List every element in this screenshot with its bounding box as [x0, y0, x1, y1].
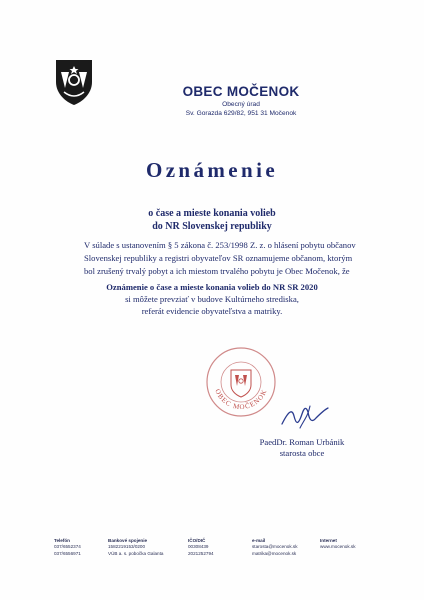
office-name: Obecný úrad [222, 101, 260, 108]
signature [278, 402, 332, 432]
footer-value: 2021252794 [188, 550, 214, 556]
footer-label: IČO/DIČ [188, 538, 206, 543]
footer-label: Bankové spojenie [108, 538, 148, 543]
notice-heading: Oznámenie o čase a mieste konania volieb do NR SR 2020 [106, 282, 318, 292]
office-address: Sv. Gorazda 629/82, 951 31 Močenok [185, 110, 297, 117]
footer-value: starosta@mocenok.sk [252, 544, 298, 550]
footer-email [252, 538, 298, 557]
footer-ico-dic [188, 538, 214, 557]
official-stamp [204, 345, 278, 419]
coat-of-arms-icon [54, 58, 94, 106]
footer-value: 037/6556971 [54, 550, 81, 556]
subtitle-line: o čase a mieste konania volieb [148, 208, 276, 219]
footer-label: Telefón [54, 538, 70, 543]
footer-value: 037/6552374 [54, 544, 81, 550]
footer-phone [54, 538, 81, 557]
letterhead [136, 84, 346, 117]
footer-internet [320, 538, 356, 551]
signer-name: PaedDr. Roman Urbánik [259, 437, 345, 447]
subtitle-line: do NR Slovenskej republiky [152, 221, 272, 232]
notice-line: referát evidencie obyvateľstva a matriky. [141, 306, 283, 316]
footer-value: 00308439 [188, 544, 209, 550]
svg-text:OBEC MOČENOK [213, 388, 268, 411]
footer-value: 1582219153/0200 [108, 544, 146, 550]
document-title: Oznámenie [145, 158, 279, 182]
footer-bank [108, 538, 163, 557]
footer-label: e-mail [252, 538, 266, 543]
notice-line: si môžete prevziať v budove Kultúrneho strediska, [125, 294, 299, 304]
footer-value: matrika@mocenok.sk [252, 550, 297, 556]
municipality-name: OBEC MOČENOK [182, 84, 300, 99]
footer-value: www.mocenok.sk [320, 544, 356, 550]
signer-block [240, 437, 364, 459]
document-subtitle [0, 207, 424, 233]
stamp-text: OBEC MOČENOK [213, 387, 269, 412]
body-paragraph [84, 239, 370, 278]
body-line: V súlade s ustanovením § 5 zákona č. 253/1998 Z. z. o hlásení pobytu občanov [84, 240, 356, 250]
notice-block [0, 281, 424, 317]
footer-label: Internet [320, 538, 337, 543]
body-line: Slovenskej republiky a registri obyvateľov SR oznamujeme občanom, ktorým [84, 253, 353, 263]
signer-role: starosta obce [279, 448, 325, 458]
body-line: bol zrušený trvalý pobyt a ich miestom trvalého pobytu je Obec Močenok, že [84, 266, 350, 276]
footer-value: VÚB a. s. pobočka Galanta [108, 550, 164, 556]
